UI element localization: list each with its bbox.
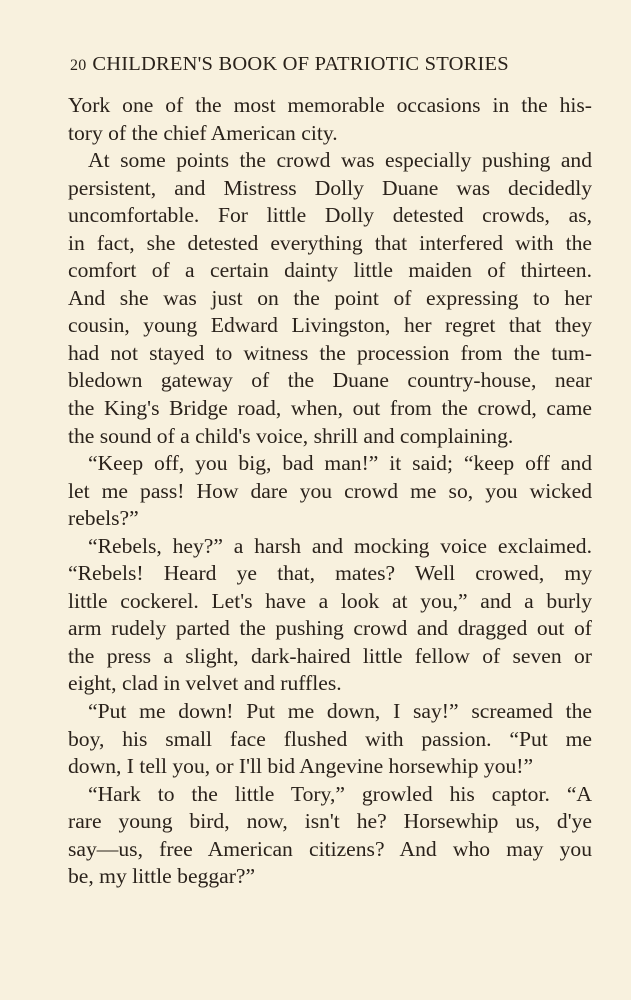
text-line: persistent, and Mistress Dolly Duane was decidedly	[68, 175, 592, 200]
text-line: comfort of a certain dainty little maiden of thirteen.	[68, 258, 592, 283]
text-line: “Keep off, you big, bad man!” it said; “keep off and	[88, 451, 592, 476]
text-line: “Put me down! Put me down, I say!” screamed the	[88, 699, 592, 724]
text-line: uncomfortable. For little Dolly detested crowds, as,	[68, 203, 592, 228]
text-line: bledown gateway of the Duane country-house, near	[68, 368, 592, 393]
text-line: rebels?”	[68, 506, 139, 531]
text-line: cousin, young Edward Livingston, her regret that they	[68, 313, 592, 338]
running-title: CHILDREN'S BOOK OF PATRIOTIC STORIES	[92, 53, 509, 75]
running-head	[70, 50, 562, 78]
text-line: boy, his small face flushed with passion. “Put me	[68, 726, 592, 751]
text-line: let me pass! How dare you crowd me so, you wicked	[68, 478, 592, 503]
text-line: be, my little beggar?”	[68, 864, 256, 889]
text-line: the sound of a child's voice, shrill and complaining.	[68, 423, 514, 448]
text-line: little cockerel. Let's have a look at you,” and a burly	[68, 588, 592, 613]
text-line: the press a slight, dark-haired little fellow of seven or	[68, 643, 592, 668]
text-line: in fact, she detested everything that interfered with the	[68, 230, 592, 255]
text-line: And she was just on the point of expressing to her	[68, 285, 592, 310]
text-line: York one of the most memorable occasions in the his-	[68, 93, 592, 117]
text-line: say—us, free American citizens? And who may you	[68, 836, 592, 861]
text-line: “Rebels, hey?” a harsh and mocking voice exclaimed.	[88, 533, 592, 558]
text-line: had not stayed to witness the procession from the tum-	[68, 340, 592, 365]
text-line: arm rudely parted the pushing crowd and dragged out of	[68, 616, 592, 641]
body-text	[68, 92, 592, 891]
text-line: eight, clad in velvet and ruffles.	[68, 671, 342, 696]
text-line: “Rebels! Heard ye that, mates? Well crowed, my	[68, 561, 592, 586]
page-number: 20	[70, 57, 87, 74]
text-line: down, I tell you, or I'll bid Angevine horsewhip you!”	[68, 754, 534, 779]
text-line: the King's Bridge road, when, out from the crowd, came	[68, 396, 592, 421]
text-line: rare young bird, now, isn't he? Horsewhip us, d'ye	[68, 809, 592, 834]
text-line: “Hark to the little Tory,” growled his captor. “A	[88, 781, 592, 806]
text-line: At some points the crowd was especially pushing and	[88, 148, 592, 173]
text-line: tory of the chief American city.	[68, 120, 338, 145]
